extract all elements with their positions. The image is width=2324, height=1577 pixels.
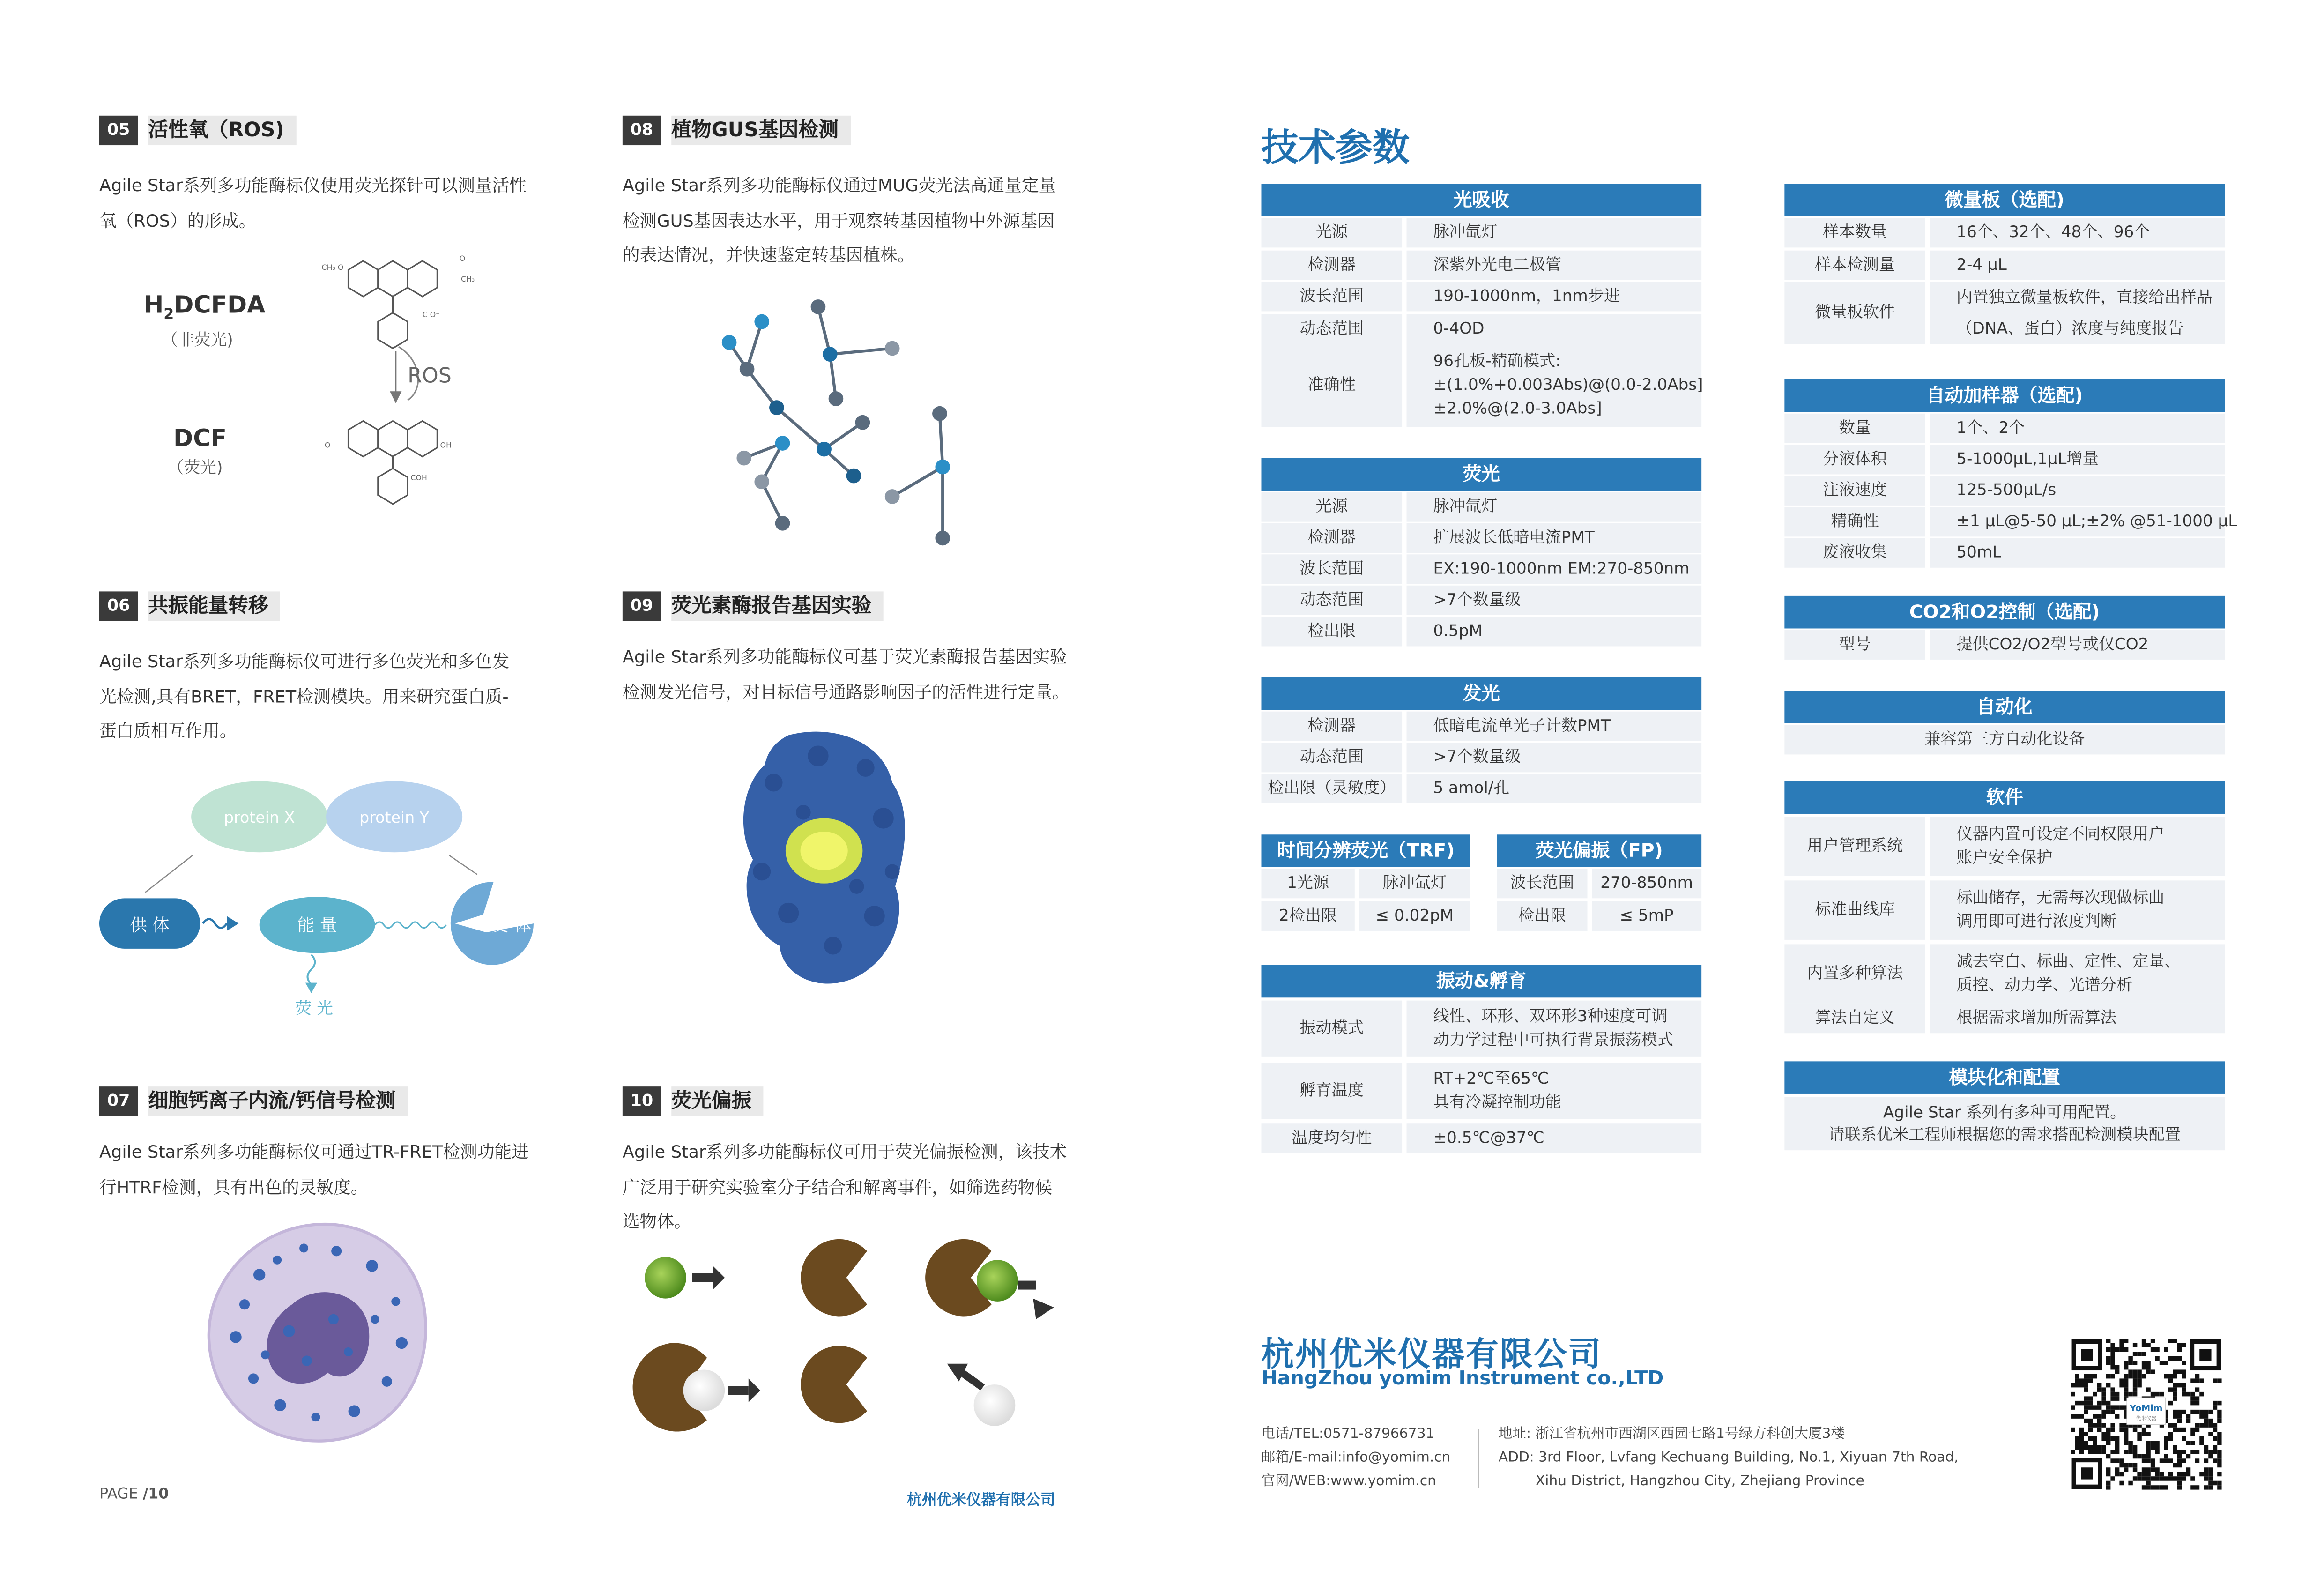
trf-header: 时间分辨荧光（TRF) (1261, 834, 1470, 867)
table-row (1784, 507, 2237, 536)
table-row (1784, 1097, 2225, 1150)
table-row (1784, 817, 2225, 876)
luciferase-protein-illustration (729, 723, 922, 997)
row-value: 脉冲氙灯 (1407, 218, 1702, 247)
text-line: Agile Star系列多功能酶标仪使用荧光探针可以测量活性 (99, 175, 527, 196)
table-row (1497, 869, 1702, 898)
fluorescence-label: 荧 光 (295, 999, 334, 1019)
table-row (1784, 880, 2225, 940)
row-label: 检测器 (1261, 250, 1402, 279)
row-value: 兼容第三方自动化设备 (1784, 725, 2225, 754)
row-value: >7个数量级 (1407, 586, 1702, 615)
address-cn: 地址: 浙江省杭州市西湖区西园七路1号绿方科创大厦3楼 (1498, 1426, 1845, 1443)
software-header: 软件 (1784, 781, 2225, 814)
molecule-network-illustration (708, 289, 975, 556)
section-number: 10 (623, 1086, 661, 1116)
section-07-text (99, 1136, 573, 1205)
row-label: 检出限 (1261, 617, 1402, 646)
row-label: 振动模式 (1261, 1001, 1402, 1057)
fluorescent-label: （荧光) (167, 458, 223, 477)
table-row (1261, 586, 1701, 615)
row-label: 检测器 (1261, 523, 1402, 553)
section-08-header (623, 116, 851, 145)
microplate-header: 微量板（选配) (1784, 184, 2225, 216)
protein-x-label: protein X (223, 808, 295, 826)
divider (1478, 1429, 1479, 1488)
row-label: 微量板软件 (1784, 282, 1925, 344)
row-value: 脉冲氙灯 (1359, 869, 1470, 898)
protein-y-label: protein Y (359, 808, 430, 826)
row-label: 波长范围 (1261, 554, 1402, 584)
row-label: 精确性 (1784, 507, 1925, 536)
section-05-text (99, 169, 573, 239)
section-10-header (623, 1086, 764, 1116)
row-label: 2检出限 (1261, 900, 1354, 930)
row-value: 标曲储存，无需每次现做标曲 调用即可进行浓度判断 (1930, 880, 2225, 940)
text-line: 广泛用于研究实验室分子结合和解离事件，如筛选药物候 (622, 1176, 1052, 1197)
row-value: RT+2℃至65℃ 具有冷凝控制功能 (1407, 1063, 1702, 1119)
row-label: 光源 (1261, 218, 1402, 247)
text-line: Agile Star系列多功能酶标仪通过MUG荧光法高通量定量 (622, 175, 1056, 196)
table-row (1784, 218, 2225, 247)
svg-text:O: O (324, 440, 331, 450)
row-value: 50mL (1930, 538, 2225, 567)
section-06-text (99, 645, 573, 749)
section-05-header (99, 116, 296, 145)
h2dcfda-label: $H_2DCFDA$ (143, 290, 266, 324)
text-line: 检测发光信号，对目标信号通路影响因子的活性进行定量。 (622, 681, 1069, 702)
table-row (1784, 538, 2225, 567)
table-row (1261, 523, 1701, 553)
section-number: 06 (99, 591, 138, 621)
table-row (1261, 218, 1701, 247)
address-info (1499, 1423, 1959, 1494)
fp-header: 荧光偏振（FP) (1497, 834, 1702, 867)
section-title: 活性氧（ROS) (148, 116, 296, 145)
text-line: Agile Star系列多功能酶标仪可进行多色荧光和多色发 (99, 650, 510, 672)
fluorescence-polarization-diagram (630, 1233, 1075, 1441)
section-title: 细胞钙离子内流/钙信号检测 (148, 1086, 407, 1116)
text-line: 的表达情况，并快速鉴定转基因植株。 (622, 245, 915, 266)
text-line: 蛋白质相互作用。 (99, 720, 237, 741)
row-value: ≤ 0.02pM (1359, 900, 1470, 930)
section-07-header (99, 1086, 408, 1116)
table-row (1784, 476, 2225, 506)
row-label: 检出限 (1497, 900, 1588, 930)
section-number: 09 (623, 591, 661, 621)
section-10-text (623, 1136, 1112, 1240)
svg-text:COH: COH (410, 473, 427, 483)
row-label: 注液速度 (1784, 476, 1925, 506)
section-title: 荧光素酶报告基因实验 (671, 591, 883, 621)
row-value: 扩展波长低暗电流PMT (1407, 523, 1702, 553)
ros-structure-diagram (319, 240, 504, 510)
row-label: 标准曲线库 (1784, 880, 1925, 940)
text-line: 氧（ROS）的形成。 (99, 209, 256, 231)
footer-company: 杭州优米仪器有限公司 (907, 1493, 1055, 1509)
table-row (1261, 344, 1701, 427)
tel: 电话/TEL:0571-87966731 (1261, 1426, 1435, 1443)
non-fluorescent-label: （非荧光) (161, 330, 233, 350)
row-label: 波长范围 (1497, 869, 1588, 898)
fluorescence-header: 荧光 (1261, 458, 1701, 491)
table-row (1261, 250, 1701, 279)
text-line: 选物体。 (622, 1211, 691, 1232)
table-row (1261, 313, 1701, 343)
svg-text:ROS: ROS (408, 364, 452, 388)
table-row (1784, 725, 2225, 754)
table-row (1784, 630, 2225, 660)
company-name-cn: 杭州优米仪器有限公司 (1261, 1337, 1603, 1374)
shake-incubate-header: 振动&孵育 (1261, 965, 1701, 998)
gas-control-header: CO2和O2控制（选配) (1784, 596, 2225, 629)
table-row (1261, 743, 1701, 772)
table-row (1784, 1004, 2225, 1033)
table-row (1261, 900, 1470, 930)
svg-text:C O⁻: C O⁻ (422, 310, 440, 320)
row-label: 1光源 (1261, 869, 1354, 898)
row-value: Agile Star 系列有多种可用配置。 请联系优米工程师根据您的需求搭配检测模块配置 (1784, 1097, 2225, 1150)
table-row (1261, 1123, 1701, 1153)
text-line: Agile Star系列多功能酶标仪可基于荧光素酶报告基因实验 (622, 646, 1067, 667)
table-row (1261, 492, 1701, 521)
row-label: 波长范围 (1261, 282, 1402, 311)
text-line: 行HTRF检测，具有出色的灵敏度。 (99, 1176, 368, 1197)
section-09-header (623, 591, 884, 621)
table-row (1784, 414, 2225, 443)
row-label: 分液体积 (1784, 445, 1925, 474)
energy-label: 能 量 (297, 915, 337, 935)
row-value: 仪器内置可设定不同权限用户 账户安全保护 (1930, 817, 2225, 876)
row-label: 型号 (1784, 630, 1925, 660)
section-09-text (623, 640, 1112, 710)
row-label: 样本数量 (1784, 218, 1925, 247)
row-value: 0-4OD (1407, 313, 1702, 343)
table-row (1784, 944, 2225, 1004)
row-label: 准确性 (1261, 344, 1402, 427)
table-row (1261, 1001, 1701, 1057)
address-en: ADD: 3rd Floor, Lvfang Kechuang Building, No.1, Xiyuan 7th Road, (1498, 1450, 1959, 1466)
svg-text:OH: OH (440, 440, 452, 450)
row-value: 125-500μL/s (1930, 476, 2225, 506)
table-row (1261, 1063, 1701, 1119)
auto-sampler-header: 自动加样器（选配) (1784, 379, 2225, 412)
text-line: 检测GUS基因表达水平，用于观察转基因植物中外源基因 (622, 209, 1055, 231)
table-row (1261, 869, 1470, 898)
row-label: 检出限（灵敏度） (1261, 774, 1402, 803)
row-label: 动态范围 (1261, 586, 1402, 615)
row-label: 检测器 (1261, 712, 1402, 741)
row-value: 5-1000μL,1μL增量 (1930, 445, 2225, 474)
text-line: Agile Star系列多功能酶标仪可通过TR-FRET检测功能进 (99, 1141, 529, 1162)
table-row (1497, 900, 1702, 930)
email: 邮箱/E-mail:info@yomim.cn (1261, 1450, 1451, 1466)
row-label: 内置多种算法 (1784, 944, 1925, 1004)
row-value: 16个、32个、48个、96个 (1930, 218, 2225, 247)
row-label: 用户管理系统 (1784, 817, 1925, 876)
row-value: 深紫外光电二极管 (1407, 250, 1702, 279)
svg-text:O: O (459, 253, 466, 263)
svg-text:YoMim: YoMim (2130, 1403, 2163, 1414)
section-title: 共振能量转移 (148, 591, 280, 621)
row-value: 0.5pM (1407, 617, 1702, 646)
row-label: 动态范围 (1261, 743, 1402, 772)
row-value: >7个数量级 (1407, 743, 1702, 772)
row-value: 线性、环形、双环形3种速度可调 动力学过程中可执行背景振荡模式 (1407, 1001, 1702, 1057)
row-value: 96孔板-精确模式: ±(1.0%+0.003Abs)@(0.0-2.0Abs] ±2.0%@(2.0-3.0Abs] (1407, 344, 1702, 427)
table-row (1261, 282, 1701, 311)
acceptor-label: 受 体 (491, 915, 531, 935)
table-row (1784, 250, 2225, 279)
contact-info (1261, 1423, 1450, 1494)
section-number: 05 (99, 116, 138, 145)
row-label: 样本检测量 (1784, 250, 1925, 279)
qr-code (2071, 1339, 2222, 1490)
section-08-text (623, 169, 1097, 274)
row-value: ±0.5℃@37℃ (1407, 1123, 1702, 1153)
luminescence-header: 发光 (1261, 677, 1701, 710)
text-line: 光检测,具有BRET，FRET检测模块。用来研究蛋白质- (99, 685, 509, 707)
table-row (1261, 712, 1701, 741)
section-number: 08 (623, 116, 661, 145)
row-value: 2-4 μL (1930, 250, 2225, 279)
modular-header: 模块化和配置 (1784, 1061, 2225, 1094)
table-row (1261, 617, 1701, 646)
row-value: ≤ 5mP (1592, 900, 1701, 930)
section-number: 07 (99, 1086, 138, 1116)
row-label: 动态范围 (1261, 313, 1402, 343)
address-en: Xihu District, Hangzhou City, Zhejiang Province (1535, 1473, 1864, 1490)
text-line: Agile Star系列多功能酶标仪可用于荧光偏振检测，该技术 (622, 1141, 1067, 1162)
automation-header: 自动化 (1784, 691, 2225, 723)
row-label: 废液收集 (1784, 538, 1925, 567)
dcf-label: DCF (173, 424, 227, 452)
page-number: PAGE /10 (99, 1487, 169, 1503)
row-value: 5 amol/孔 (1407, 774, 1702, 803)
company-name-en: HangZhou yomim Instrument co.,LTD (1261, 1368, 1664, 1391)
table-row (1784, 445, 2225, 474)
donor-label: 供 体 (130, 915, 170, 935)
row-value: 根据需求增加所需算法 (1930, 1004, 2225, 1033)
section-06-header (99, 591, 280, 621)
row-label: 孵育温度 (1261, 1063, 1402, 1119)
row-value: 脉冲氙灯 (1407, 492, 1702, 521)
row-value: 减去空白、标曲、定性、定量、 质控、动力学、光谱分析 (1930, 944, 2225, 1004)
row-value: EX:190-1000nm EM:270-850nm (1407, 554, 1702, 584)
table-row (1261, 554, 1701, 584)
row-label: 算法自定义 (1784, 1004, 1925, 1033)
row-label: 光源 (1261, 492, 1402, 521)
row-value: 低暗电流单光子计数PMT (1407, 712, 1702, 741)
row-value: 190-1000nm，1nm步进 (1407, 282, 1702, 311)
table-row (1784, 282, 2225, 344)
cell-illustration (200, 1215, 437, 1450)
section-title: 荧光偏振 (671, 1086, 763, 1116)
row-label: 数量 (1784, 414, 1925, 443)
fret-bret-diagram (89, 771, 556, 1030)
svg-text:CH₃ O: CH₃ O (321, 262, 344, 272)
row-value: 内置独立微量板软件，直接给出样品 （DNA、蛋白）浓度与纯度报告 (1930, 282, 2225, 344)
svg-text:CH₃: CH₃ (460, 275, 475, 284)
svg-text:优米仪器: 优米仪器 (2136, 1415, 2157, 1422)
section-title: 植物GUS基因检测 (671, 116, 850, 145)
table-row (1261, 774, 1701, 803)
row-value: ±1 μL@5-50 μL;±2% @51-1000 μL (1930, 507, 2225, 536)
tech-params-heading: 技术参数 (1261, 126, 1410, 169)
absorbance-header: 光吸收 (1261, 184, 1701, 216)
row-label: 温度均匀性 (1261, 1123, 1402, 1153)
website: 官网/WEB:www.yomim.cn (1261, 1473, 1436, 1490)
row-value: 270-850nm (1592, 869, 1701, 898)
row-value: 1个、2个 (1930, 414, 2225, 443)
row-value: 提供CO2/O2型号或仅CO2 (1930, 630, 2225, 660)
